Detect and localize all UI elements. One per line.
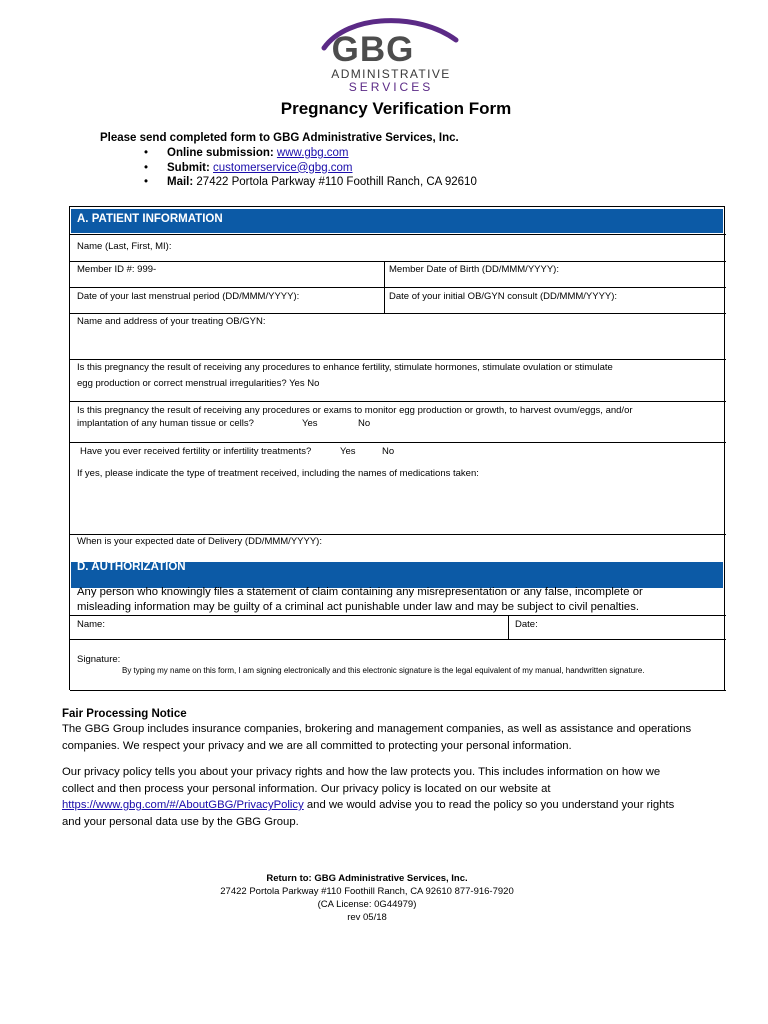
divider	[70, 639, 726, 640]
logo-line-1: ADMINISTRATIVE	[331, 67, 451, 81]
notice-p2-line-1: Our privacy policy tells you about your privacy rights and how the law protects you. This includes information on how we	[62, 766, 661, 778]
notice-p1-line-1: The GBG Group includes insurance companies, brokering and management companies, as well as assistance and operations	[62, 723, 692, 735]
notice-p2-line-3-text: and we would advise you to read the policy so you understand your rights	[303, 799, 675, 811]
footer-address: 27422 Portola Parkway #110 Foothill Ranch, CA 92610 877-916-7920	[220, 886, 514, 897]
egg-question-line-1: Is this pregnancy the result of receiving any procedures or exams to monitor egg production or growth, to harvest ovum/eggs, and/or	[77, 405, 633, 416]
section-d-header: D. AUTHORIZATION	[71, 562, 723, 588]
divider	[70, 401, 726, 402]
egg-question-line-2: implantation of any human tissue or cells?	[77, 418, 254, 429]
page-title: Pregnancy Verification Form	[280, 99, 512, 118]
submission-methods	[144, 146, 477, 190]
logo-word: GBG	[331, 30, 415, 69]
auth-name-field[interactable]: Name:	[77, 619, 105, 630]
egg-yes-option[interactable]: Yes	[302, 418, 318, 429]
divider	[70, 615, 726, 616]
divider	[70, 359, 726, 360]
treatment-yes-option[interactable]: Yes	[340, 446, 356, 457]
egg-no-option[interactable]: No	[358, 418, 371, 429]
notice-paragraph-2	[62, 764, 712, 830]
notice-p2-line-2: collect and then process your personal information. Our privacy policy is located on our website at	[62, 782, 551, 795]
verification-form	[69, 206, 725, 690]
list-item	[144, 175, 477, 190]
divider	[508, 615, 509, 639]
bullet-icon: •	[144, 176, 149, 188]
divider	[70, 690, 726, 691]
authorization-line-2: misleading information may be guilty of a criminal act punishable under law and may be subject to civil penalties.	[77, 601, 639, 613]
delivery-date-field[interactable]: When is your expected date of Delivery (DD/MMM/YYYY):	[77, 536, 322, 547]
divider	[70, 313, 726, 314]
divider	[70, 442, 726, 443]
authorization-statement	[77, 585, 717, 615]
notice-p2-line-4: and your personal data use by the GBG Group.	[62, 815, 299, 828]
mail-label: Mail:	[167, 176, 194, 188]
section-a-header: A. PATIENT INFORMATION	[71, 209, 723, 233]
footer-revision: rev 05/18	[347, 912, 387, 923]
treating-obgyn-field[interactable]: Name and address of your treating OB/GYN:	[77, 316, 266, 327]
signature-note: By typing my name on this form, I am signing electronically and this electronic signature is the legal equivalent of my manual, handwritten signature.	[122, 666, 645, 675]
footer-license: (CA License: 0G44979)	[317, 899, 417, 910]
mail-address: 27422 Portola Parkway #110 Foothill Ranch, CA 92610	[196, 176, 477, 188]
privacy-policy-link[interactable]: https://www.gbg.com/#/AboutGBG/PrivacyPolicy	[62, 799, 304, 811]
divider	[70, 534, 726, 535]
obgyn-consult-date-field[interactable]: Date of your initial OB/GYN consult (DD/MMM/YYYY):	[389, 291, 618, 302]
list-item	[144, 146, 477, 161]
lmp-date-field[interactable]: Date of your last menstrual period (DD/MMM/YYYY):	[77, 291, 300, 302]
authorization-line-1: Any person who knowingly files a statement of claim containing any misrepresentation or any false, incomplete or	[77, 586, 643, 598]
online-label: Online submission:	[167, 147, 274, 159]
submit-label: Submit:	[167, 161, 210, 174]
fertility-question-line-1: Is this pregnancy the result of receiving any procedures to enhance fertility, stimulate hormones, stimulate ovulation or stimulate	[77, 362, 613, 373]
divider	[70, 287, 726, 288]
fertility-question-line-2: egg production or correct menstrual irregularities? Yes No	[77, 378, 320, 389]
bullet-icon: •	[144, 147, 149, 159]
notice-p2-line-3	[62, 797, 712, 814]
auth-date-field[interactable]: Date:	[515, 619, 538, 630]
email-link[interactable]: customerservice@gbg.com	[213, 161, 353, 174]
bullet-icon: •	[144, 161, 149, 174]
treatment-details-field[interactable]: If yes, please indicate the type of treatment received, including the names of medications taken:	[77, 468, 479, 479]
website-link[interactable]: www.gbg.com	[276, 147, 349, 159]
treatment-no-option[interactable]: No	[382, 446, 395, 457]
divider	[70, 234, 726, 235]
list-item	[144, 161, 477, 176]
treatment-question: Have you ever received fertility or infertility treatments?	[80, 446, 312, 457]
notice-paragraph-1	[62, 721, 712, 754]
gbg-logo	[318, 18, 462, 94]
send-instructions: Please send completed form to GBG Administrative Services, Inc.	[100, 132, 459, 144]
notice-p1-line-2: companies. We respect your privacy and we are all committed to protecting your personal information.	[62, 739, 572, 752]
logo-line-2: SERVICES	[348, 80, 434, 94]
divider	[70, 261, 726, 262]
notice-title: Fair Processing Notice	[62, 708, 187, 720]
member-id-field[interactable]: Member ID #: 999-	[77, 264, 157, 275]
name-field[interactable]: Name (Last, First, MI):	[77, 241, 172, 252]
member-dob-field[interactable]: Member Date of Birth (DD/MMM/YYYY):	[389, 264, 559, 275]
footer-return-to: Return to: GBG Administrative Services, Inc.	[266, 873, 468, 884]
signature-field[interactable]: Signature:	[77, 654, 121, 665]
